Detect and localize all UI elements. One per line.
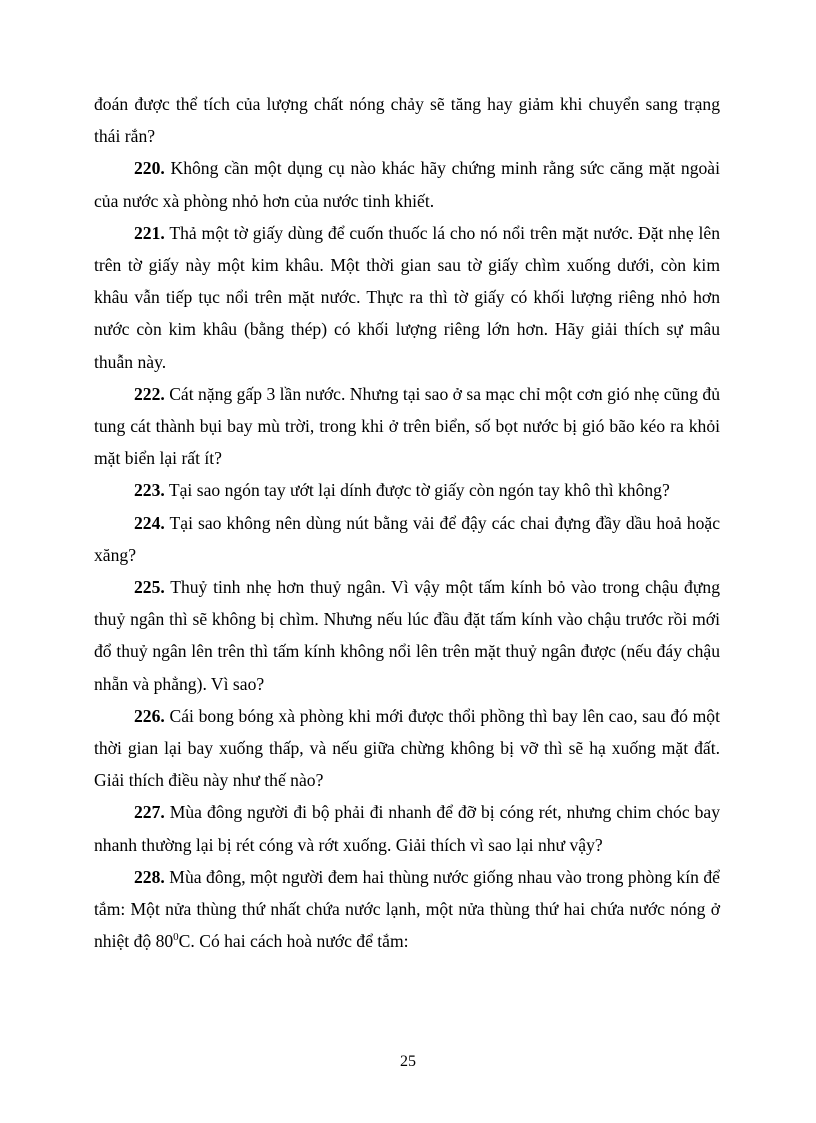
problem-223 <box>94 474 720 506</box>
problem-220 <box>94 152 720 216</box>
problem-number: 224. <box>134 512 165 533</box>
problem-number: 228. <box>134 866 165 887</box>
problem-text: Cát nặng gấp 3 lần nước. Nhưng tại sao ở sa mạc chỉ một cơn gió nhẹ cũng đủ tung cát thành bụi bay mù trời, trong khi ở trên biển, số bọt nước bị gió bão kéo ra khỏi mặt biển lại rất ít? <box>94 383 720 469</box>
problem-number: 221. <box>134 222 165 243</box>
problem-number: 223. <box>134 480 165 501</box>
problem-number: 226. <box>134 705 165 726</box>
problem-227 <box>94 796 720 860</box>
problem-number: 227. <box>134 802 165 823</box>
problem-text: Không cần một dụng cụ nào khác hãy chứng minh rằng sức căng mặt ngoài của nước xà phòng nhỏ hơn của nước tinh khiết. <box>94 158 720 211</box>
problem-222 <box>94 378 720 475</box>
paragraph-text: đoán được thể tích của lượng chất nóng chảy sẽ tăng hay giảm khi chuyển sang trạng thái rắn? <box>94 94 720 147</box>
page-content <box>94 88 720 957</box>
problem-number: 222. <box>134 383 165 404</box>
problem-225 <box>94 571 720 700</box>
problem-text: Mùa đông, một người đem hai thùng nước giống nhau vào trong phòng kín để tắm: Một nửa thùng thứ nhất chứa nước lạnh, một nửa thùng thứ hai chứa nước nóng ở nhiệt độ 80 <box>94 866 720 952</box>
problem-221 <box>94 217 720 378</box>
problem-text-end: C. Có hai cách hoà nước để tắm: <box>178 931 409 952</box>
problem-number: 220. <box>134 158 165 179</box>
problem-text: Cái bong bóng xà phòng khi mới được thổi phồng thì bay lên cao, sau đó một thời gian lại bay xuống thấp, và nếu giữa chừng không bị vỡ thì sẽ hạ xuống mặt đất. Giải thích điều này như thế nào? <box>94 705 720 791</box>
problem-text: Mùa đông người đi bộ phải đi nhanh để đỡ bị cóng rét, nhưng chim chóc bay nhanh thường lại bị rét cóng và rớt xuống. Giải thích vì sao lại như vậy? <box>94 802 720 855</box>
problem-228 <box>94 861 720 958</box>
paragraph-continued <box>94 88 720 152</box>
superscript-degree: 0 <box>173 931 179 944</box>
problem-text: Tại sao không nên dùng nút bằng vải để đậy các chai đựng đầy dầu hoả hoặc xăng? <box>94 512 720 565</box>
problem-text: Thả một tờ giấy dùng để cuốn thuốc lá cho nó nổi trên mặt nước. Đặt nhẹ lên trên tờ giấy này một kim khâu. Một thời gian sau tờ giấy chìm xuống dưới, còn kim khâu vẫn tiếp tục nổi trên mặt nước. Thực ra thì tờ giấy có khối lượng riêng nhỏ hơn nước còn kim khâu (bằng thép) có khối lượng riêng lớn hơn. Hãy giải thích sự mâu thuẫn này. <box>94 222 720 372</box>
problem-text: Tại sao ngón tay ướt lại dính được tờ giấy còn ngón tay khô thì không? <box>164 480 670 501</box>
problem-224 <box>94 507 720 571</box>
problem-number: 225. <box>134 577 165 598</box>
problem-text: Thuỷ tinh nhẹ hơn thuỷ ngân. Vì vậy một tấm kính bỏ vào trong chậu đựng thuỷ ngân thì sẽ không bị chìm. Nhưng nếu lúc đầu đặt tấm kính vào chậu trước rồi mới đổ thuỷ ngân lên trên thì tấm kính không nổi lên trên mặt thuỷ ngân được (nếu đáy chậu nhẵn và phẳng). Vì sao? <box>94 577 720 694</box>
page-number: 25 <box>400 1053 416 1070</box>
problem-226 <box>94 700 720 797</box>
